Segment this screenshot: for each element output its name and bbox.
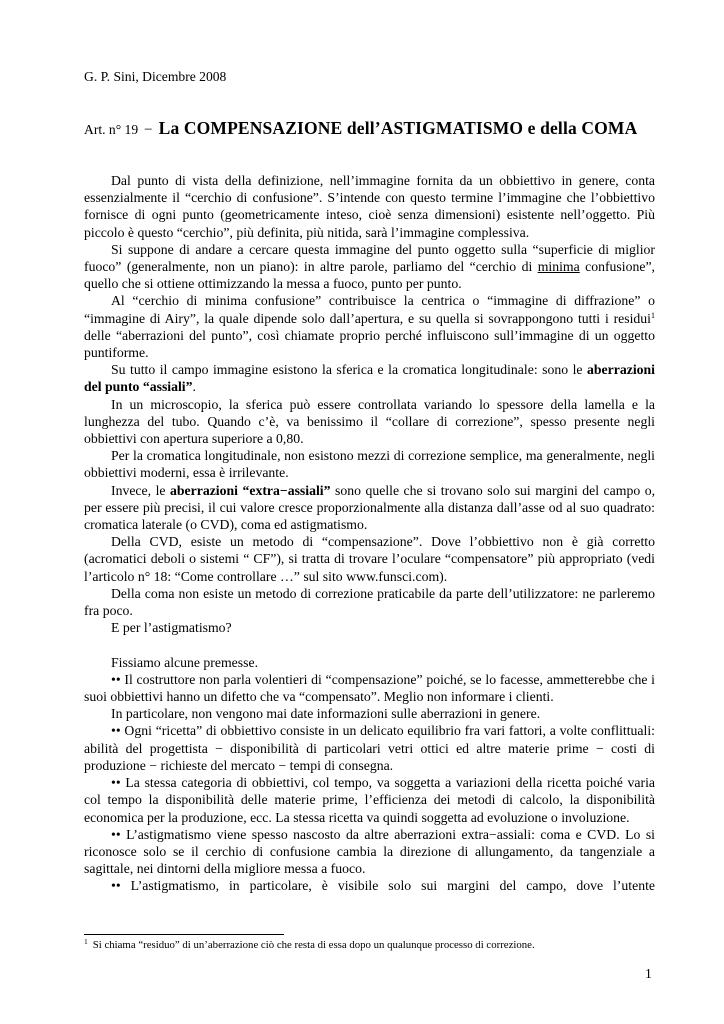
paragraph: Invece, le aberrazioni “extra−assiali” sono quelle che si trovano solo sui margini del campo o, per essere più precisi, il cui valore cresce proporzionalmente alla distanza dall’asse od al suo quadrato: cromatica laterale (o CVD), coma ed astigmatismo. [84, 482, 656, 533]
page-number: 1 [645, 966, 652, 981]
paragraph: Della CVD, esiste un metodo di “compensazione”. Dove l’obbiettivo non è già corretto (acromatici deboli o sistemi “ CF”), si tratta di trovare l’oculare “compensatore” più appropriato (vedi l’articolo n° 18: “Come controllare …” sul sito www.funsci.com). [84, 534, 655, 584]
footnote-text: Si chiama “residuo” di un’aberrazione ciò che resta di essa dopo un qualunque processo di correzione. [92, 939, 535, 951]
article-number: Art. n° 19 [84, 122, 139, 137]
article-title-row [84, 118, 664, 139]
paragraph: In un microscopio, la sferica può essere controllata variando lo spessore della lamella e la lunghezza del tubo. Quando c’è, va benissimo il “collare di correzione”, spesso presente negli obbiettivi con apertura superiore a 0,80. [84, 396, 655, 447]
article-body [84, 172, 655, 895]
paragraph: Al “cerchio di minima confusione” contribuisce la centrica o “immagine di diffrazione” o “immagine di Airy”, la quale dipende solo dall’apertura, e su quella si sovrappongono tutti i residui$^1$ delle “aberrazioni del punto”, così chiamate proprio perché influiscono sull’immagine di un oggetto puntiforme. [84, 293, 655, 361]
list-item: •• L’astigmatismo viene spesso nascosto da altre aberrazioni extra−assiali: coma e CVD. Lo si riconosce solo se il cerchio di confusione cambia la direzione di allungamento, da tangenziale a sagittale, nei dintorni della migliore messa a fuoco. [84, 826, 655, 877]
paragraph: E per l’astigmatismo? [111, 620, 232, 636]
paragraph: In particolare, non vengono mai date informazioni sulle aberrazioni in genere. [111, 706, 541, 722]
title-dash: − [144, 122, 153, 138]
paragraph: Della coma non esiste un metodo di correzione praticabile da parte dell’utilizzatore: ne parleremo fra poco. [84, 585, 655, 619]
bold-term: aberrazioni del punto “assiali” [84, 362, 655, 395]
paragraph: Dal punto di vista della definizione, nell’immagine fornita da un obbiettivo in genere, conta essenzialmente il “cerchio di confusione”. S’intende con questo termine l’immagine che l’obbiettivo fornisce di ogni punto (geometricamente inteso, cioè senza dimensioni) esistente nell’oggetto. Più piccolo è questo “cerchio”, più definita, più nitida, sarà l’immagine complessiva. [84, 173, 655, 240]
footnote-separator [84, 934, 284, 935]
footnote-marker: 1 [84, 937, 88, 946]
list-item: •• Il costruttore non parla volentieri di “compensazione” poiché, se lo facesse, ammetterebbe che i suoi obbiettivi hanno un difetto che va “compensato”. Meglio non informare i clienti. [84, 671, 655, 705]
list-item: •• La stessa categoria di obbiettivi, col tempo, va soggetta a variazioni della ricetta poiché varia col tempo la disponibilità delle materie prime, l’efficienza dei metodi di calcolo, la disponibilità economica per la produzione, ecc. La stessa ricetta va quindi soggetta ad evoluzione o involuzione. [84, 775, 655, 825]
paragraph: Per la cromatica longitudinale, non esistono mezzi di correzione semplice, ma generalmente, negli obbiettivi moderni, essa è irrilevante. [84, 448, 655, 481]
list-item: •• Ogni “ricetta” di obbiettivo consiste in un delicato equilibrio fra vari fattori, a volte conflittuali: abilità del progettista − disponibilità di particolari vetri ottici ed altre materie prime − costi di produzione − richieste del mercato − tempi di consegna. [84, 723, 655, 773]
paragraph: Si suppone di andare a cercare questa immagine del punto oggetto sulla “superficie di miglior fuoco” (generalmente, non un piano): in altre parole, parliamo del “cerchio di minima confusione”, quello che si ottiene ottimizzando la messa a fuoco, punto per punto. [84, 241, 655, 292]
footnote-ref: 1 [651, 310, 655, 320]
author-date: G. P. Sini, Dicembre 2008 [84, 69, 227, 84]
paragraph: Fissiamo alcune premesse. [111, 654, 259, 670]
footnote [84, 939, 655, 952]
paragraph: Su tutto il campo immagine esistono la sferica e la cromatica longitudinale: sono le aberrazioni del punto “assiali”. [84, 362, 655, 395]
bold-term: aberrazioni “extra−assiali” [170, 482, 331, 498]
article-title: La COMPENSAZIONE dell’ASTIGMATISMO e della COMA [158, 118, 638, 138]
list-item: •• L’astigmatismo, in particolare, è visibile solo sui margini del campo, dove l’utente [111, 878, 655, 894]
underlined-word: minima [537, 259, 580, 275]
